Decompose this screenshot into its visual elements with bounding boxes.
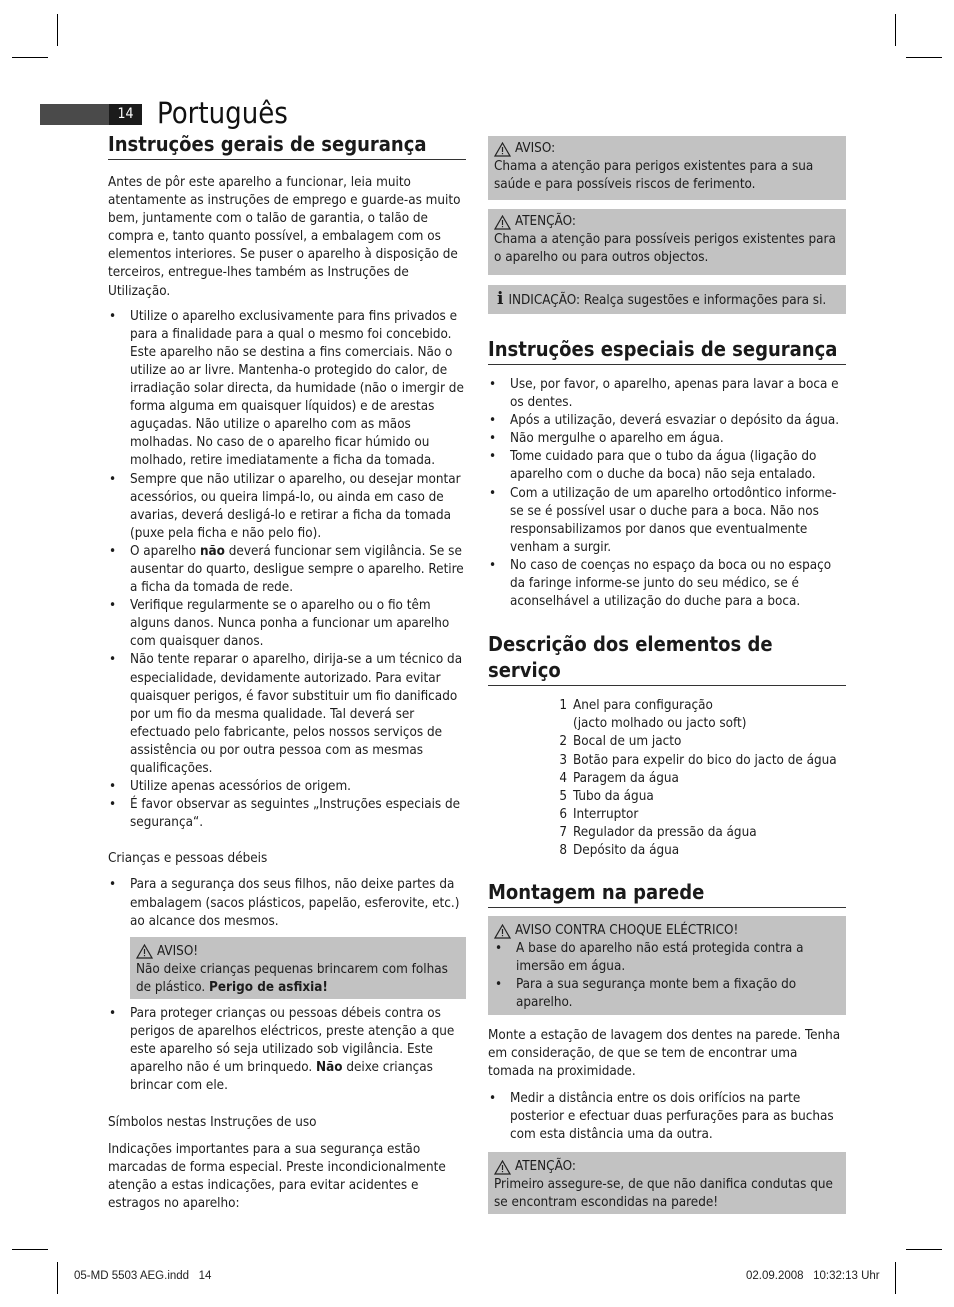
- list-item: • É favor observar as seguintes „Instruções especiais de segurança“.: [108, 796, 466, 832]
- shock-list: [494, 940, 840, 1012]
- symbols-paragraph: Indicações importantes para a sua segurança estão marcadas de forma especial. Preste incondicionalmente atenção a estas indicações, para evitar acidentes e estragos no aparelho:: [108, 1141, 446, 1211]
- indicacao-text: Realça sugestões e informações para si.: [583, 293, 827, 308]
- list-item: • Não mergulhe o aparelho em água.: [488, 430, 846, 448]
- crop-mark: [57, 1262, 58, 1294]
- list-item: • Use, por favor, o aparelho, apenas para lavar a boca e os dentes.: [488, 376, 846, 412]
- warning-triangle-icon: [494, 142, 511, 157]
- page-title: Português: [157, 96, 288, 130]
- warning-triangle-icon: [494, 215, 511, 230]
- footer-date: 02.09.2008 10:32:13 Uhr: [746, 1270, 880, 1282]
- list-item: • Para a sua segurança monte bem a fixação do aparelho.: [494, 976, 840, 1012]
- list-item: • Sempre que não utilizar o aparelho, ou desejar montar acessórios, ou queira limpá-lo, ou ainda em caso de avarias, deverá desligá-lo e retirar a ficha da tomada (puxe pela ficha e não pelo fio).: [108, 471, 466, 543]
- list-item: • Para proteger crianças ou pessoas débeis contra os perigos de aparelhos eléctricos, preste atenção a que este aparelho só seja utilizado sob vigilância. Este aparelho não é um brinquedo. Não deixe crianças brincar com ele.: [108, 1005, 466, 1095]
- list-item: 6 Interruptor: [559, 806, 639, 822]
- warning-triangle-icon: [136, 944, 153, 959]
- atencao-label: ATENÇÃO:: [515, 1159, 576, 1175]
- general-safety-heading: Instruções gerais de segurança: [108, 131, 466, 160]
- warning-text: Não deixe crianças pequenas brincarem com folhas de plástico. Perigo de asfixia!: [136, 961, 448, 995]
- children-list-2: [108, 1005, 466, 1095]
- list-item: • Com a utilização de um aparelho ortodôntico informe-se se é possível usar o duche para a boca. Não nos responsabilizamos por danos que eventualmente venham a surgir.: [488, 485, 846, 557]
- list-item: • Medir a distância entre os dois orifícios na parte posterior e efectuar duas perfurações para as buchas com esta distância uma da outra.: [488, 1090, 846, 1144]
- indicacao-box: [488, 285, 846, 314]
- crop-mark: [906, 1249, 942, 1250]
- list-item: 1 Anel para configuração (jacto molhado ou jacto soft): [559, 698, 747, 732]
- atencao-box: [488, 209, 846, 275]
- list-item: • Após a utilização, deverá esvaziar o depósito da água.: [488, 412, 846, 430]
- elements-list: [488, 697, 846, 860]
- children-heading: Crianças e pessoas débeis: [108, 851, 268, 867]
- atencao-label: ATENÇÃO:: [515, 214, 576, 229]
- list-item: • A base do aparelho não está protegida contra a imersão em água.: [494, 940, 840, 976]
- list-item: • Não tente reparar o aparelho, dirija-se a um técnico da especialidade, devidamente autorizado. Para evitar quaisquer perigos, é favor substituir um fio danificado por um fio da mesma qualidade. Tal deverá ser efectuado pelo fabricante, pelos nossos serviços de assistência ou por outra pessoa com as mesmas qualificações.: [108, 651, 466, 778]
- indicacao-label: INDICAÇÃO:: [508, 293, 580, 308]
- page-number: 14: [109, 104, 142, 125]
- list-item: • Verifique regularmente se o aparelho ou o fio têm alguns danos. Nunca ponha a funcionar um aparelho com quaisquer danos.: [108, 597, 466, 651]
- atencao-text: Primeiro assegure-se, de que não danifica condutas que se encontram escondidas na parede!: [494, 1177, 833, 1211]
- symbols-heading: Símbolos nestas Instruções de uso: [108, 1114, 317, 1130]
- crop-mark: [57, 14, 58, 46]
- left-column: [108, 131, 466, 1213]
- mount-paragraph: Monte a estação de lavagem dos dentes na parede. Tenha em consideração, de que se tem de encontrar uma tomada na proximidade.: [488, 1027, 841, 1079]
- aviso-label: AVISO:: [515, 141, 556, 156]
- warning-triangle-icon: [494, 924, 511, 939]
- list-item: • Utilize o aparelho exclusivamente para fins privados e para a finalidade para a qual o mesmo foi concebido. Este aparelho não se destina a fins comerciais. Não o utilize ao ar livre. Mantenha-o protegido do calor, de irradiação solar directa, da humidade (não o imergir de forma alguma em quaisquer líquidos) e de arestas aguçadas. Não utilize o aparelho com as mãos molhadas. No caso de o aparelho ficar húmido ou molhado, retire imediatamente a ficha da tomada.: [108, 308, 466, 471]
- intro-paragraph: Antes de pôr este aparelho a funcionar, leia muito atentamente as instruções de emprego e guarde-as muito bem, juntamente com o talão de garantia, o talão de compra e, tanto quanto possível, a embalagem com os elementos interiores. Se puser o aparelho à disposição de terceiros, entregue-lhes também as Instruções de Utilização.: [108, 175, 461, 299]
- shock-label: AVISO CONTRA CHOQUE ELÉCTRICO!: [515, 923, 739, 939]
- safety-list: [108, 308, 466, 833]
- crop-mark: [12, 57, 48, 58]
- warning-box: [130, 937, 466, 999]
- aviso-box: [488, 136, 846, 200]
- list-item: 3 Botão para expelir do bico do jacto de água: [559, 752, 837, 768]
- children-list: [108, 876, 466, 930]
- elements-heading: Descrição dos elementos de serviço: [488, 631, 846, 686]
- list-item: 5 Tubo da água: [559, 788, 654, 804]
- aviso-text: Chama a atenção para perigos existentes para a sua saúde e para possíveis riscos de ferimento.: [494, 159, 814, 193]
- mount-heading: Montagem na parede: [488, 879, 846, 908]
- list-item: 7 Regulador da pressão da água: [559, 824, 757, 840]
- list-item: • No caso de coenças no espaço da boca ou no espaço da faringe informe-se junto do seu médico, se é aconselhável a utilização do duche para a boca.: [488, 557, 846, 611]
- warning-label: AVISO!: [157, 943, 199, 959]
- crop-mark: [12, 1249, 48, 1250]
- special-safety-heading: Instruções especiais de segurança: [488, 336, 846, 365]
- crop-mark: [906, 57, 942, 58]
- footer-file: 05-MD 5503 AEG.indd 14: [74, 1270, 212, 1282]
- mount-list: [488, 1090, 846, 1144]
- right-column: [488, 136, 846, 1214]
- atencao-text: Chama a atenção para possíveis perigos existentes para o aparelho ou para outros objectos.: [494, 232, 836, 266]
- shock-warning-box: [488, 916, 846, 1014]
- special-safety-list: [488, 376, 846, 611]
- list-item: • Para a segurança dos seus filhos, não deixe partes da embalagem (sacos plásticos, papelão, esferovite, etc.) ao alcance dos mesmos.: [108, 876, 466, 930]
- crop-mark: [895, 1262, 896, 1294]
- crop-mark: [895, 14, 896, 46]
- list-item: • Utilize apenas acessórios de origem.: [108, 778, 466, 796]
- page-number-bar: [40, 104, 109, 125]
- list-item: 4 Paragem da água: [559, 770, 679, 786]
- list-item: • O aparelho não deverá funcionar sem vigilância. Se se ausentar do quarto, desligue sempre o aparelho. Retire a ficha da tomada de rede.: [108, 543, 466, 597]
- list-item: 2 Bocal de um jacto: [559, 734, 682, 750]
- info-icon: i: [497, 289, 504, 309]
- list-item: 8 Depósito da água: [559, 842, 680, 858]
- atencao-box-2: [488, 1152, 846, 1214]
- list-item: • Tome cuidado para que o tubo da água (ligação do aparelho com o duche da boca) não seja entalado.: [488, 448, 846, 484]
- warning-triangle-icon: [494, 1160, 511, 1175]
